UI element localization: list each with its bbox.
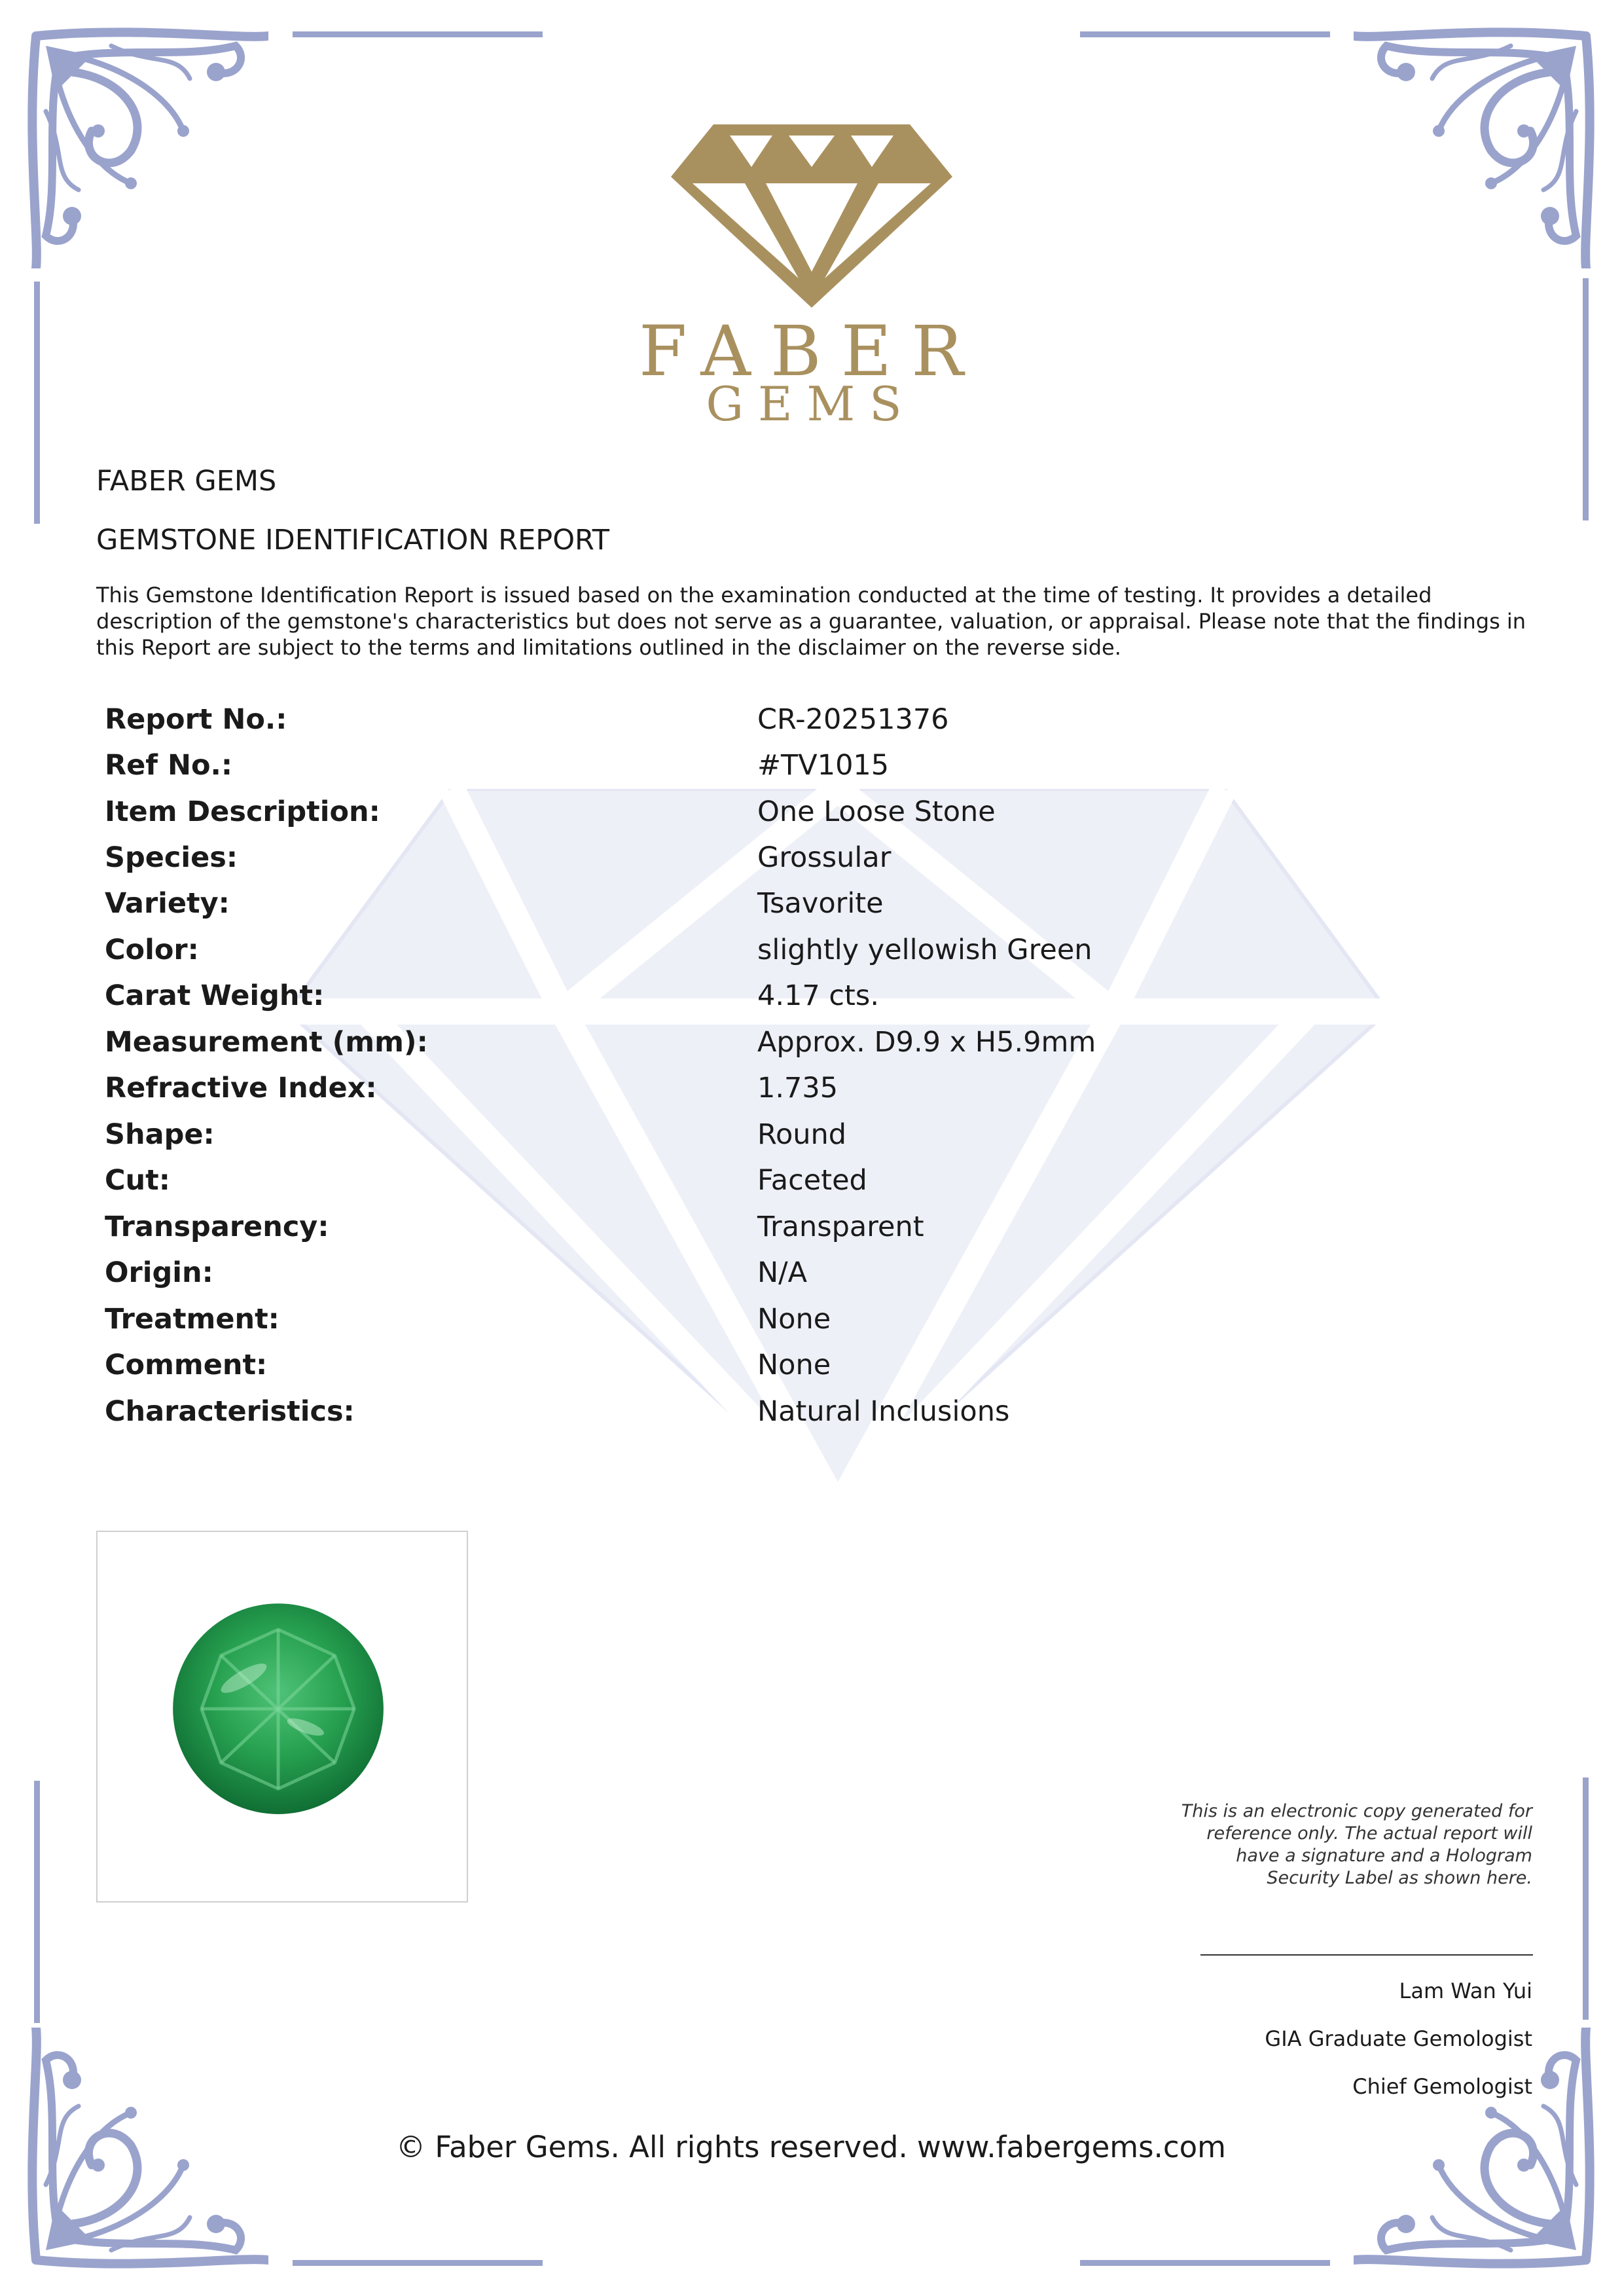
corner-ornament-top-right xyxy=(1354,20,1602,268)
border-left-bottom xyxy=(34,1781,40,2023)
logo-word-gems: GEMS xyxy=(706,376,916,431)
detail-value: N/A xyxy=(757,1256,808,1289)
detail-row-report-no xyxy=(105,703,1414,749)
gemstone-image xyxy=(98,1532,467,1901)
detail-value: 1.735 xyxy=(757,1072,838,1104)
signatory-name: Lam Wan Yui xyxy=(1399,1978,1532,2003)
detail-label: Refractive Index: xyxy=(105,1072,377,1104)
border-top-right xyxy=(1080,31,1330,37)
detail-label: Color: xyxy=(105,934,199,966)
detail-label: Species: xyxy=(105,841,238,874)
detail-label: Transparency: xyxy=(105,1211,329,1243)
detail-value: Transparent xyxy=(757,1211,924,1243)
border-top-left xyxy=(293,31,543,37)
detail-label: Carat Weight: xyxy=(105,979,325,1012)
detail-row-item-description xyxy=(105,795,1414,841)
corner-ornament-top-left xyxy=(20,20,268,268)
company-name: FABER GEMS xyxy=(96,465,277,498)
detail-value: 4.17 cts. xyxy=(757,979,879,1012)
detail-row-carat-weight xyxy=(105,979,1414,1025)
logo-word-faber: FABER xyxy=(639,311,983,392)
detail-row-ref-no xyxy=(105,749,1414,795)
detail-value: #TV1015 xyxy=(757,749,890,782)
detail-value: Grossular xyxy=(757,841,892,874)
detail-row-refractive-index xyxy=(105,1072,1414,1118)
detail-value: None xyxy=(757,1349,831,1381)
detail-row-treatment xyxy=(105,1303,1414,1349)
faber-diamond-logo-icon xyxy=(668,121,956,311)
electronic-copy-note: This is an electronic copy generated for reference only. The actual report will have a signature and a Hologram Security Label as shown here. xyxy=(1181,1801,1532,1888)
detail-label: Report No.: xyxy=(105,703,287,736)
detail-value: Natural Inclusions xyxy=(757,1395,1010,1428)
detail-row-variety xyxy=(105,887,1414,933)
gemstone-photo-frame xyxy=(96,1531,468,1903)
detail-label: Characteristics: xyxy=(105,1395,355,1428)
detail-row-species xyxy=(105,841,1414,887)
intro-paragraph: This Gemstone Identification Report is issued based on the examination conducted at the time of testing. It provides a detailed description of the gemstone's characteristics but does not serve as a guarantee, valuation, or appraisal. Please note that the findings in this Report are subject to the terms and limitations outlined in the disclaimer on the reverse side. xyxy=(96,583,1526,660)
detail-row-characteristics xyxy=(105,1395,1414,1441)
detail-label: Measurement (mm): xyxy=(105,1026,428,1059)
detail-label: Shape: xyxy=(105,1118,215,1151)
detail-value: One Loose Stone xyxy=(757,795,996,828)
detail-row-origin xyxy=(105,1256,1414,1302)
detail-label: Cut: xyxy=(105,1164,170,1197)
detail-value: Tsavorite xyxy=(757,887,884,920)
detail-label: Treatment: xyxy=(105,1303,279,1336)
footer-copyright: © Faber Gems. All rights reserved. www.fabergems.com xyxy=(396,2130,1226,2164)
detail-row-cut xyxy=(105,1164,1414,1210)
detail-value: slightly yellowish Green xyxy=(757,934,1092,966)
detail-row-transparency xyxy=(105,1211,1414,1256)
detail-label: Item Description: xyxy=(105,795,380,828)
border-right-bottom xyxy=(1583,1777,1589,2020)
border-bottom-left xyxy=(293,2260,543,2266)
signatory-title-2: Chief Gemologist xyxy=(1352,2074,1532,2099)
signature-line xyxy=(1200,1954,1533,1956)
detail-value: Faceted xyxy=(757,1164,867,1197)
detail-row-color xyxy=(105,934,1414,979)
detail-label: Variety: xyxy=(105,887,230,920)
detail-value: None xyxy=(757,1303,831,1336)
detail-label: Ref No.: xyxy=(105,749,233,782)
detail-row-measurement xyxy=(105,1026,1414,1072)
detail-value: Approx. D9.9 x H5.9mm xyxy=(757,1026,1096,1059)
detail-value: CR-20251376 xyxy=(757,703,949,736)
report-title: GEMSTONE IDENTIFICATION REPORT xyxy=(96,524,610,556)
detail-label: Origin: xyxy=(105,1256,213,1289)
detail-row-shape xyxy=(105,1118,1414,1164)
detail-label: Comment: xyxy=(105,1349,268,1381)
detail-row-comment xyxy=(105,1349,1414,1394)
signatory-title-1: GIA Graduate Gemologist xyxy=(1265,2026,1532,2051)
detail-value: Round xyxy=(757,1118,847,1151)
border-bottom-right xyxy=(1080,2260,1330,2266)
